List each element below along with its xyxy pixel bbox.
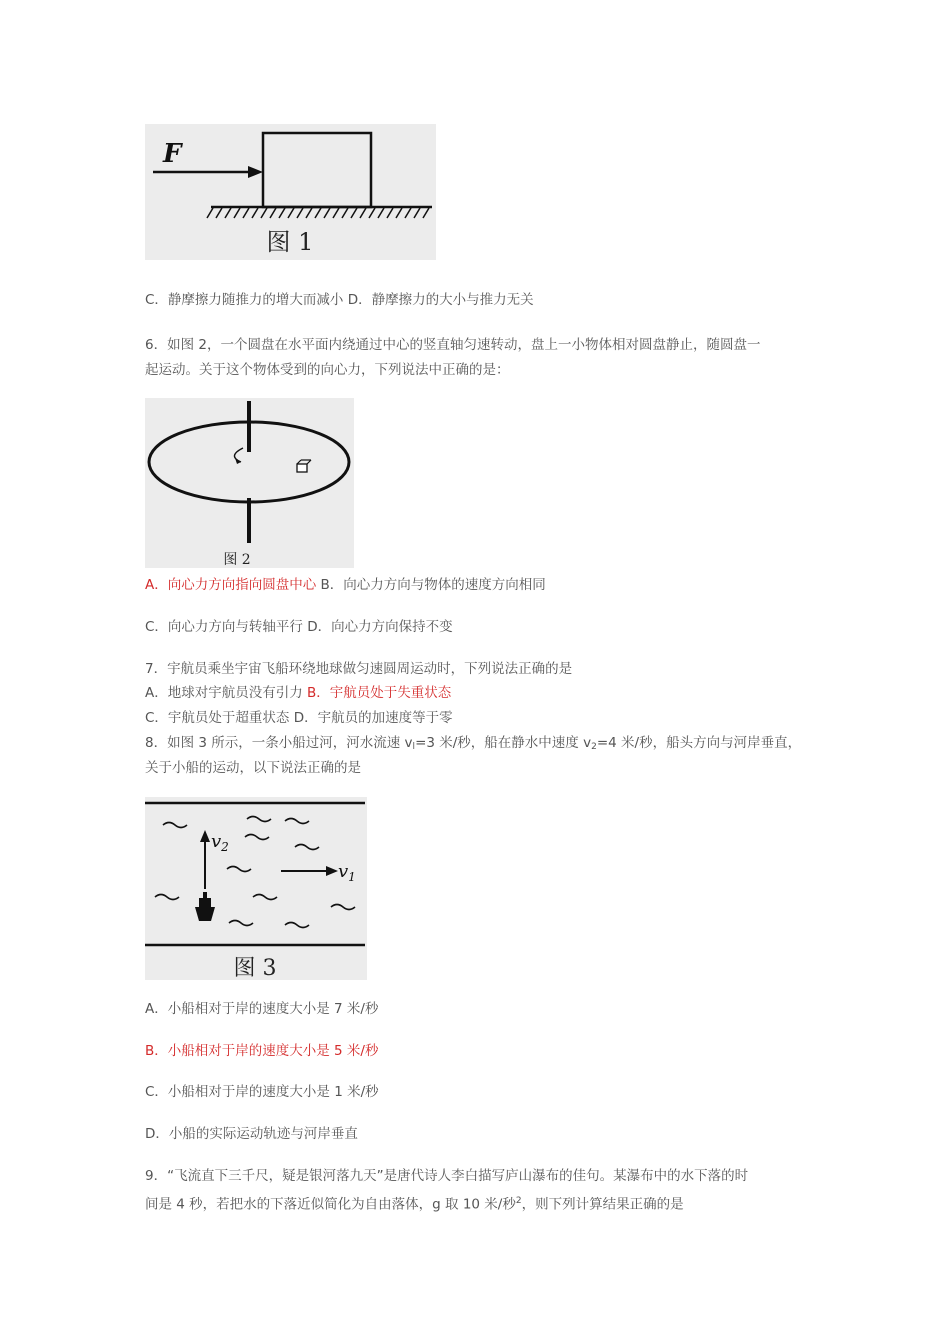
figure-3-drawing (145, 797, 367, 980)
q6-option-c[interactable]: C．向心力方向与转轴平行 (145, 619, 303, 635)
force-label: F (163, 139, 182, 169)
q9-stem-line2: 间是 4 秒，若把水的下落近似简化为自由落体，g 取 10 米/秒$^2$，则下列计算结果正确的是 (145, 1196, 684, 1213)
q9-stem-line1: 9．“飞流直下三千尺，疑是银河落九天”是唐代诗人李白描写庐山瀑布的佳句。某瀑布中的水下落的时 (145, 1168, 749, 1184)
q8-option-b[interactable]: B．小船相对于岸的速度大小是 5 米/秒 (145, 1043, 379, 1059)
v1-label: $v_1$ (338, 861, 356, 884)
q7-stem: 7．宇航员乘坐宇宙飞船环绕地球做匀速圆周运动时，下列说法正确的是 (145, 661, 573, 677)
q6-stem-line1: 6．如图 2，一个圆盘在水平面内绕通过中心的竖直轴匀速转动，盘上一小物体相对圆盘静止，随圆盘一 (145, 337, 761, 353)
figure-2-caption: 图 2 (223, 552, 251, 568)
q8-option-d[interactable]: D．小船的实际运动轨迹与河岸垂直 (145, 1126, 358, 1142)
q8-stem-line1: 8．如图 3 所示，一条小船过河，河水流速 $v_l=3$ 米/秒，船在静水中速度 $v_2=4$ 米/秒，船头方向与河岸垂直， (145, 735, 802, 752)
q7-options-cd (145, 708, 453, 728)
q8-stem-line2: 关于小船的运动，以下说法正确的是 (145, 760, 361, 776)
q5-option-d[interactable]: D．静摩擦力的大小与推力无关 (347, 292, 534, 308)
figure-1 (145, 124, 436, 260)
q6-stem-line2: 起运动。关于这个物体受到的向心力，下列说法中正确的是： (145, 362, 510, 378)
q7-option-c[interactable]: C．宇航员处于超重状态 (145, 710, 290, 726)
q8-option-c[interactable]: C．小船相对于岸的速度大小是 1 米/秒 (145, 1084, 379, 1100)
v2-label: $v_2$ (211, 831, 229, 854)
q7-option-a[interactable]: A．地球对宇航员没有引力 (145, 685, 303, 701)
boat-icon (195, 892, 215, 921)
q6-option-a[interactable]: A．向心力方向指向圆盘中心 (145, 577, 317, 593)
figure-3-caption: 图 3 (233, 956, 277, 980)
q7-options-ab (145, 683, 451, 703)
q7-option-d[interactable]: D．宇航员的加速度等于零 (293, 710, 453, 726)
q6-options-cd (145, 617, 453, 637)
q5-option-c[interactable]: C．静摩擦力随推力的增大而减小 (145, 292, 344, 308)
figure-3 (145, 797, 367, 980)
figure-1-drawing (145, 124, 436, 260)
q6-option-b[interactable]: B．向心力方向与物体的速度方向相同 (320, 577, 546, 593)
q8-option-a[interactable]: A．小船相对于岸的速度大小是 7 米/秒 (145, 1001, 379, 1017)
q5-options-cd (145, 290, 534, 310)
figure-2-drawing (145, 398, 354, 568)
q6-option-d[interactable]: D．向心力方向保持不变 (307, 619, 453, 635)
q6-options-ab (145, 575, 546, 595)
q7-option-b[interactable]: B．宇航员处于失重状态 (307, 685, 452, 701)
figure-1-caption: 图 1 (266, 228, 314, 256)
figure-2 (145, 398, 354, 568)
